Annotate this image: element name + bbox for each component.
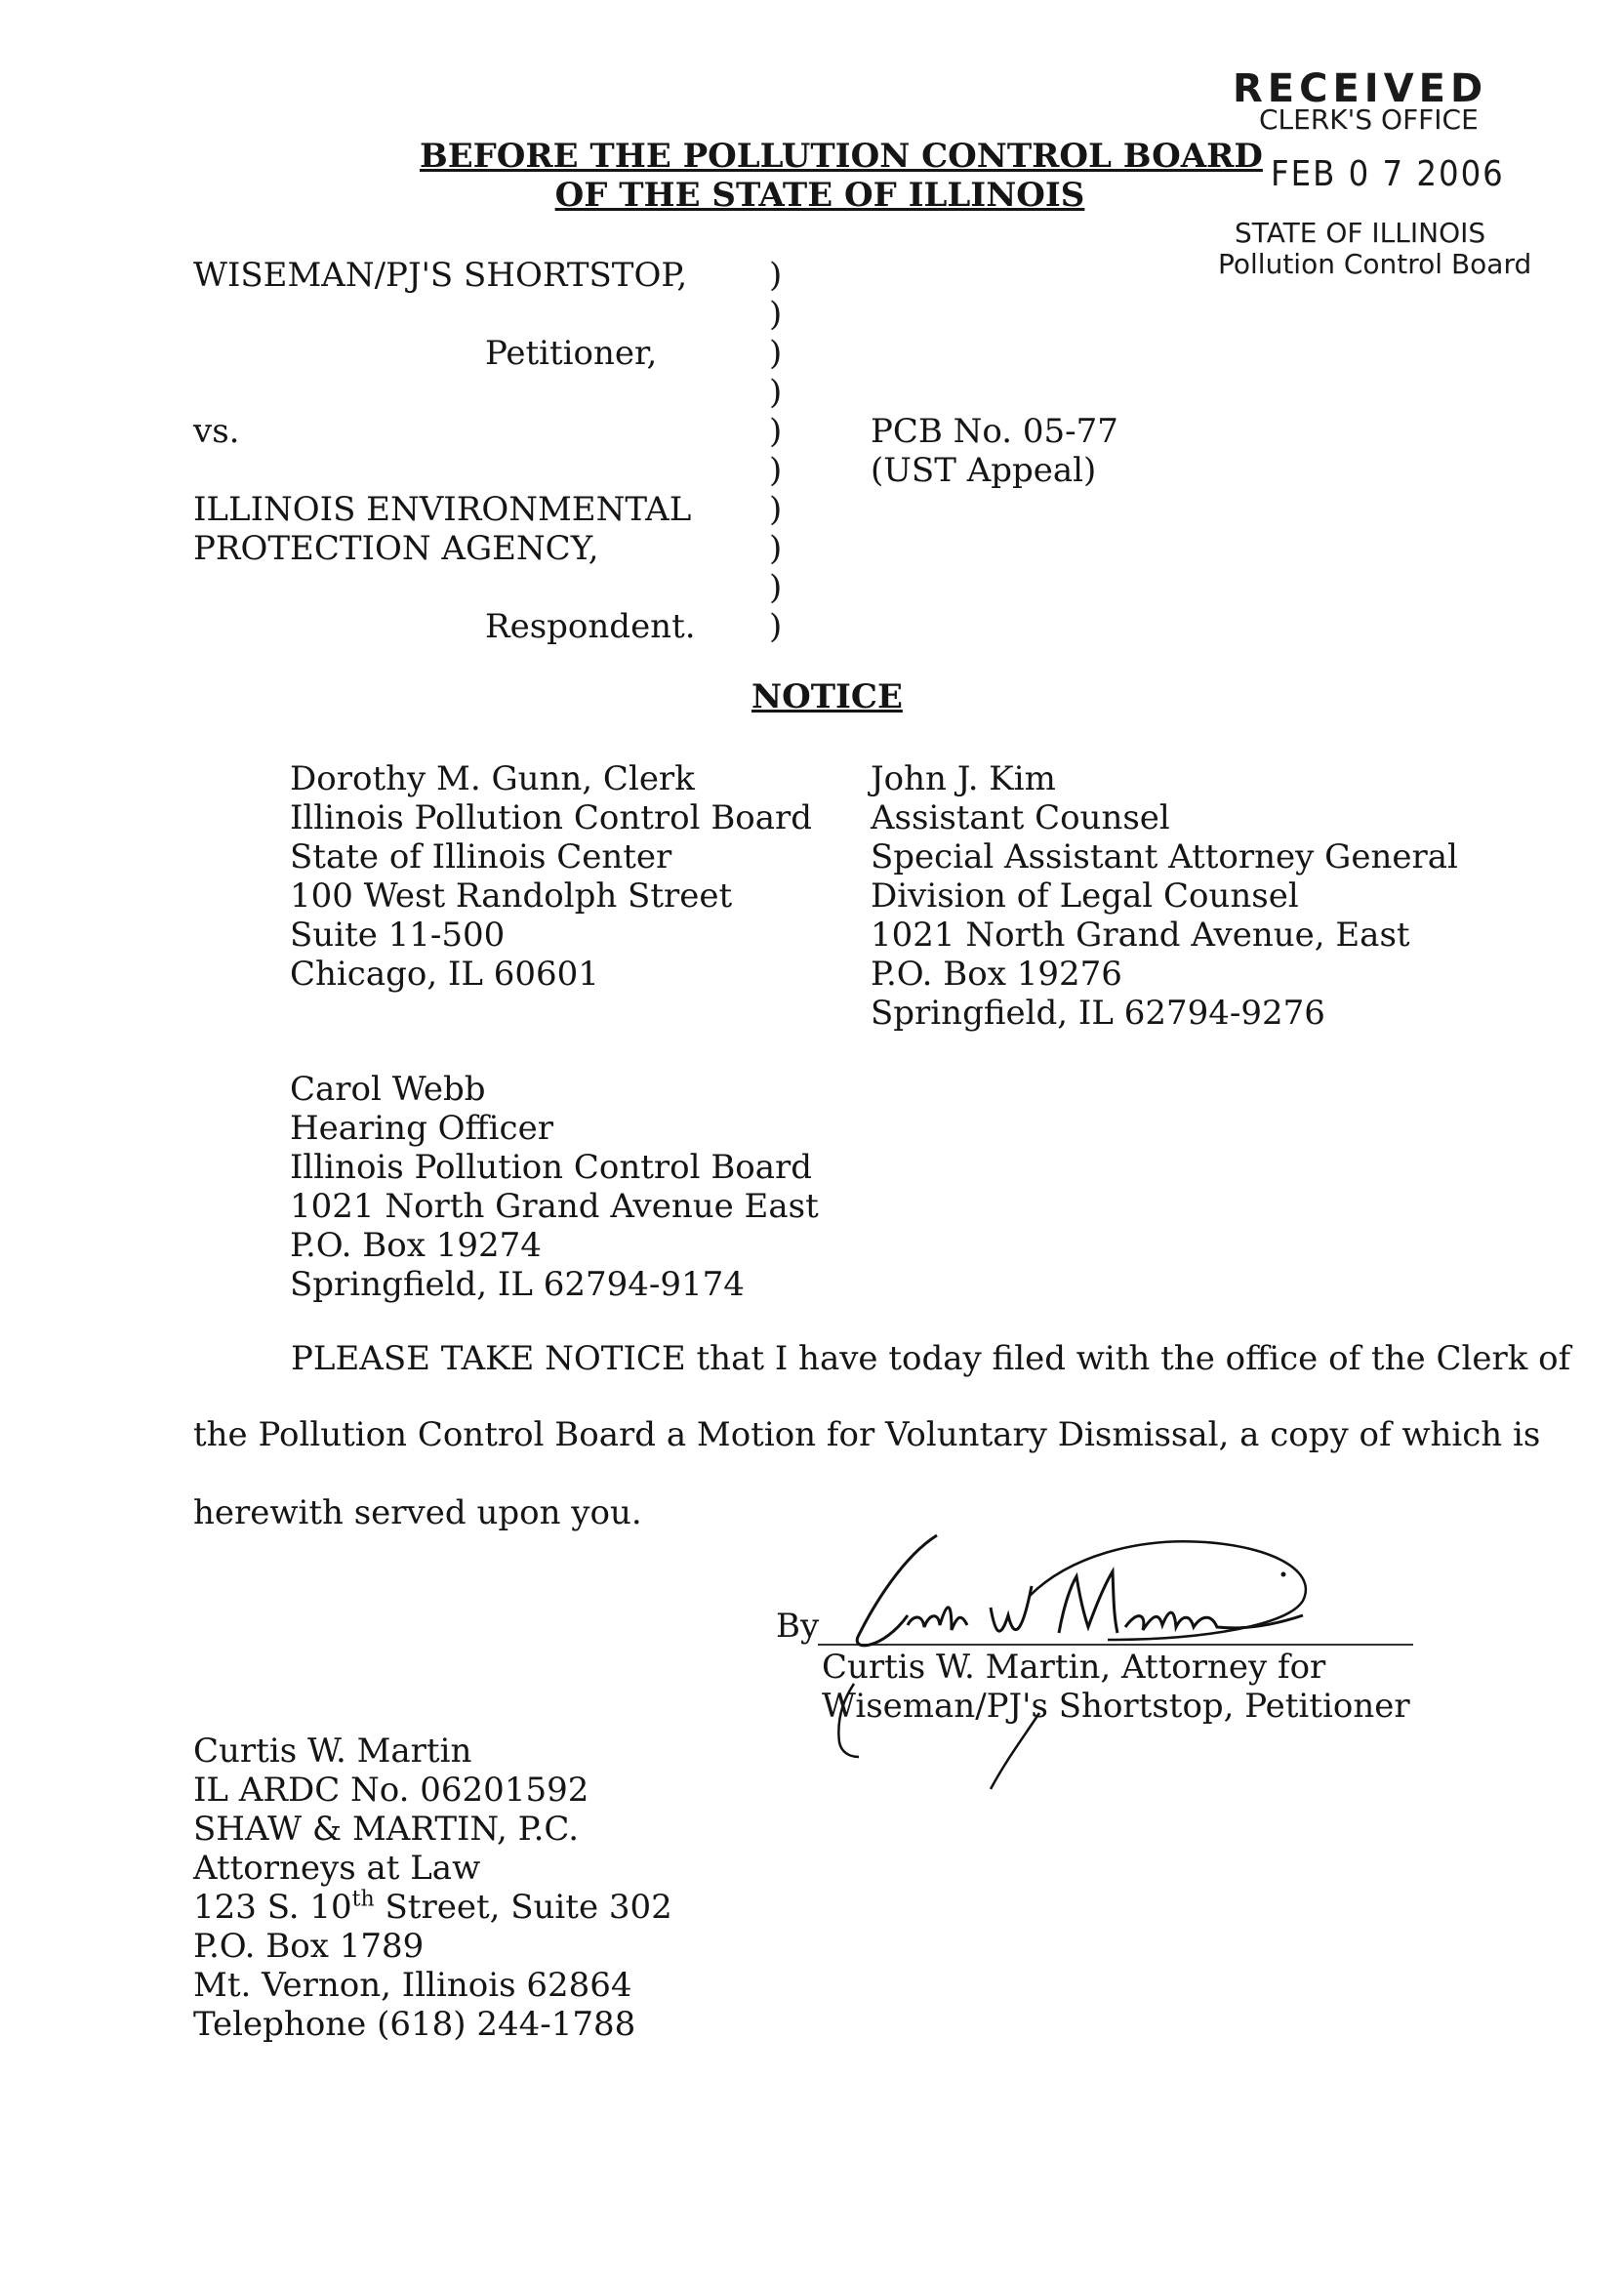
attorney-city: Mt. Vernon, Illinois 62864 bbox=[193, 1966, 632, 2005]
notice-title: NOTICE bbox=[751, 677, 903, 716]
address-line: Springfield, IL 62794-9174 bbox=[290, 1265, 745, 1304]
paren: ) bbox=[769, 490, 783, 529]
attorney-contact-block bbox=[193, 1732, 672, 2044]
paren: ) bbox=[769, 412, 783, 451]
address-line: Dorothy M. Gunn, Clerk bbox=[290, 759, 695, 798]
attorney-street bbox=[193, 1888, 672, 1927]
address-line: State of Illinois Center bbox=[290, 837, 672, 876]
respondent-role: Respondent. bbox=[485, 607, 696, 646]
attorney-ardc: IL ARDC No. 06201592 bbox=[193, 1771, 589, 1810]
case-number: PCB No. 05-77 bbox=[871, 412, 1118, 451]
recipient-counsel-address bbox=[871, 759, 1458, 1033]
document-heading bbox=[420, 137, 1263, 215]
address-line: P.O. Box 19274 bbox=[290, 1226, 542, 1265]
address-line: 1021 North Grand Avenue, East bbox=[871, 916, 1410, 955]
address-line: Illinois Pollution Control Board bbox=[290, 1148, 813, 1187]
address-line: Assistant Counsel bbox=[871, 798, 1170, 837]
attorney-firm: SHAW & MARTIN, P.C. bbox=[193, 1810, 580, 1849]
body-line-2: the Pollution Control Board a Motion for Voluntary Dismissal, a copy of which is bbox=[193, 1415, 1541, 1454]
address-line: 1021 North Grand Avenue East bbox=[290, 1187, 819, 1226]
petitioner-role: Petitioner, bbox=[485, 334, 658, 373]
paren: ) bbox=[769, 529, 783, 568]
street-rest: Street, Suite 302 bbox=[374, 1888, 672, 1927]
heading-line-1: BEFORE THE POLLUTION CONTROL BOARD bbox=[420, 137, 1263, 176]
paren: ) bbox=[769, 607, 783, 646]
versus-label: vs. bbox=[193, 412, 240, 451]
address-line: John J. Kim bbox=[871, 759, 1056, 798]
paren: ) bbox=[769, 373, 783, 412]
address-line: Springfield, IL 62794-9276 bbox=[871, 994, 1325, 1033]
stamp-board: Pollution Control Board bbox=[1218, 248, 1532, 280]
respondent-name-line-2: PROTECTION AGENCY, bbox=[193, 529, 599, 568]
paren: ) bbox=[769, 568, 783, 607]
paren: ) bbox=[769, 334, 783, 373]
address-line: 100 West Randolph Street bbox=[290, 876, 733, 916]
address-line: Carol Webb bbox=[290, 1070, 486, 1109]
stamp-date: FEB 0 7 2006 bbox=[1271, 154, 1505, 194]
address-line: Suite 11-500 bbox=[290, 916, 506, 955]
street-number: 123 S. 10 bbox=[193, 1888, 352, 1927]
paren: ) bbox=[769, 451, 783, 490]
paren: ) bbox=[769, 295, 783, 334]
signatory-client-line: Wiseman/PJ's Shortstop, Petitioner bbox=[822, 1687, 1410, 1726]
address-line: Division of Legal Counsel bbox=[871, 876, 1299, 916]
address-line: Chicago, IL 60601 bbox=[290, 955, 599, 994]
stamp-state: STATE OF ILLINOIS bbox=[1235, 217, 1486, 249]
attorney-name: Curtis W. Martin bbox=[193, 1732, 472, 1771]
caption-parentheses bbox=[769, 256, 782, 646]
stamp-clerks-office: CLERK'S OFFICE bbox=[1259, 103, 1479, 136]
street-ordinal: th bbox=[351, 1887, 375, 1912]
paren: ) bbox=[769, 256, 783, 295]
recipient-clerk-address bbox=[290, 759, 812, 994]
body-line-1: PLEASE TAKE NOTICE that I have today filed with the office of the Clerk of bbox=[291, 1339, 1571, 1378]
recipient-hearing-officer-address bbox=[290, 1070, 819, 1304]
respondent-name-line-1: ILLINOIS ENVIRONMENTAL bbox=[193, 490, 692, 529]
address-line: Illinois Pollution Control Board bbox=[290, 798, 813, 837]
attorney-phone: Telephone (618) 244-1788 bbox=[193, 2005, 636, 2044]
attorney-po-box: P.O. Box 1789 bbox=[193, 1927, 425, 1966]
stamp-received: RECEIVED bbox=[1233, 66, 1488, 111]
signatory-name-line: Curtis W. Martin, Attorney for bbox=[822, 1648, 1326, 1687]
by-label: By bbox=[776, 1607, 820, 1646]
body-line-3: herewith served upon you. bbox=[193, 1493, 642, 1532]
case-type: (UST Appeal) bbox=[871, 451, 1097, 490]
attorney-title: Attorneys at Law bbox=[193, 1849, 481, 1888]
heading-line-2: OF THE STATE OF ILLINOIS bbox=[554, 176, 1085, 215]
petitioner-name: WISEMAN/PJ'S SHORTSTOP, bbox=[193, 256, 688, 295]
address-line: P.O. Box 19276 bbox=[871, 955, 1122, 994]
address-line: Special Assistant Attorney General bbox=[871, 837, 1458, 876]
address-line: Hearing Officer bbox=[290, 1109, 553, 1148]
